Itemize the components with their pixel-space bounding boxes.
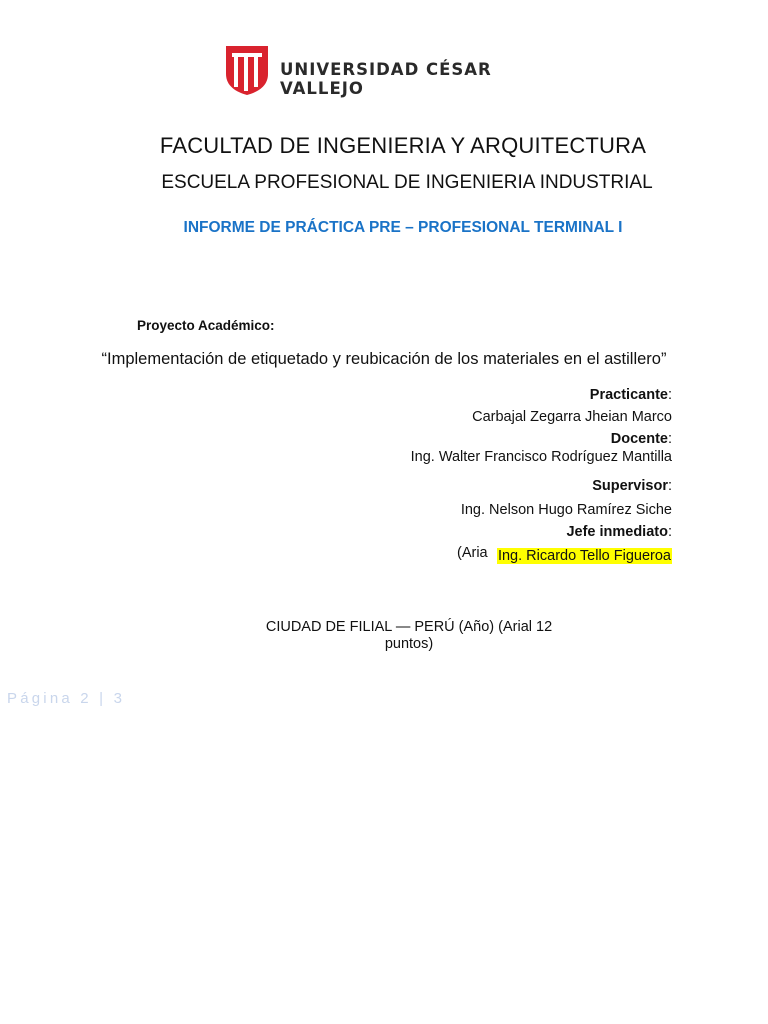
project-label: Proyecto Académico: xyxy=(137,318,275,333)
faculty-title: FACULTAD DE INGENIERIA Y ARQUITECTURA xyxy=(159,133,647,158)
practicante-label-text: Practicante xyxy=(589,387,668,403)
jefe-value-highlighted: Ing. Ricardo Tello Figueroa xyxy=(497,548,671,564)
jefe-font-note: (Aria xyxy=(457,545,488,561)
colon: : xyxy=(667,387,672,403)
practicante-label xyxy=(590,387,672,403)
docente-label xyxy=(611,431,672,447)
supervisor-label xyxy=(592,478,672,494)
docente-value: Ing. Walter Francisco Rodríguez Mantilla xyxy=(410,449,672,465)
colon: : xyxy=(667,431,672,447)
practicante-value: Carbajal Zegarra Jheian Marco xyxy=(472,409,672,425)
project-title: “Implementación de etiquetado y reubicación de los materiales en el astillero” xyxy=(101,350,667,368)
city-line: CIUDAD DE FILIAL — PERÚ (Año) (Arial 12 puntos) xyxy=(265,619,553,652)
docente-label-text: Docente xyxy=(610,431,668,447)
school-title: ESCUELA PROFESIONAL DE INGENIERIA INDUSTRIAL xyxy=(161,172,653,193)
jefe-label-text: Jefe inmediato xyxy=(566,524,668,540)
jefe-label xyxy=(566,524,672,540)
university-logo xyxy=(224,44,554,96)
logo-text: UNIVERSIDAD CÉSAR VALLEJO xyxy=(280,60,492,98)
colon: : xyxy=(667,524,672,540)
report-title: INFORME DE PRÁCTICA PRE – PROFESIONAL TERMINAL I xyxy=(183,219,623,236)
supervisor-value: Ing. Nelson Hugo Ramírez Siche xyxy=(460,502,672,518)
colon: : xyxy=(667,478,672,494)
supervisor-label-text: Supervisor xyxy=(592,478,668,494)
shield-logo-icon xyxy=(224,44,270,96)
page-number: Página 2 | 3 xyxy=(7,690,126,707)
